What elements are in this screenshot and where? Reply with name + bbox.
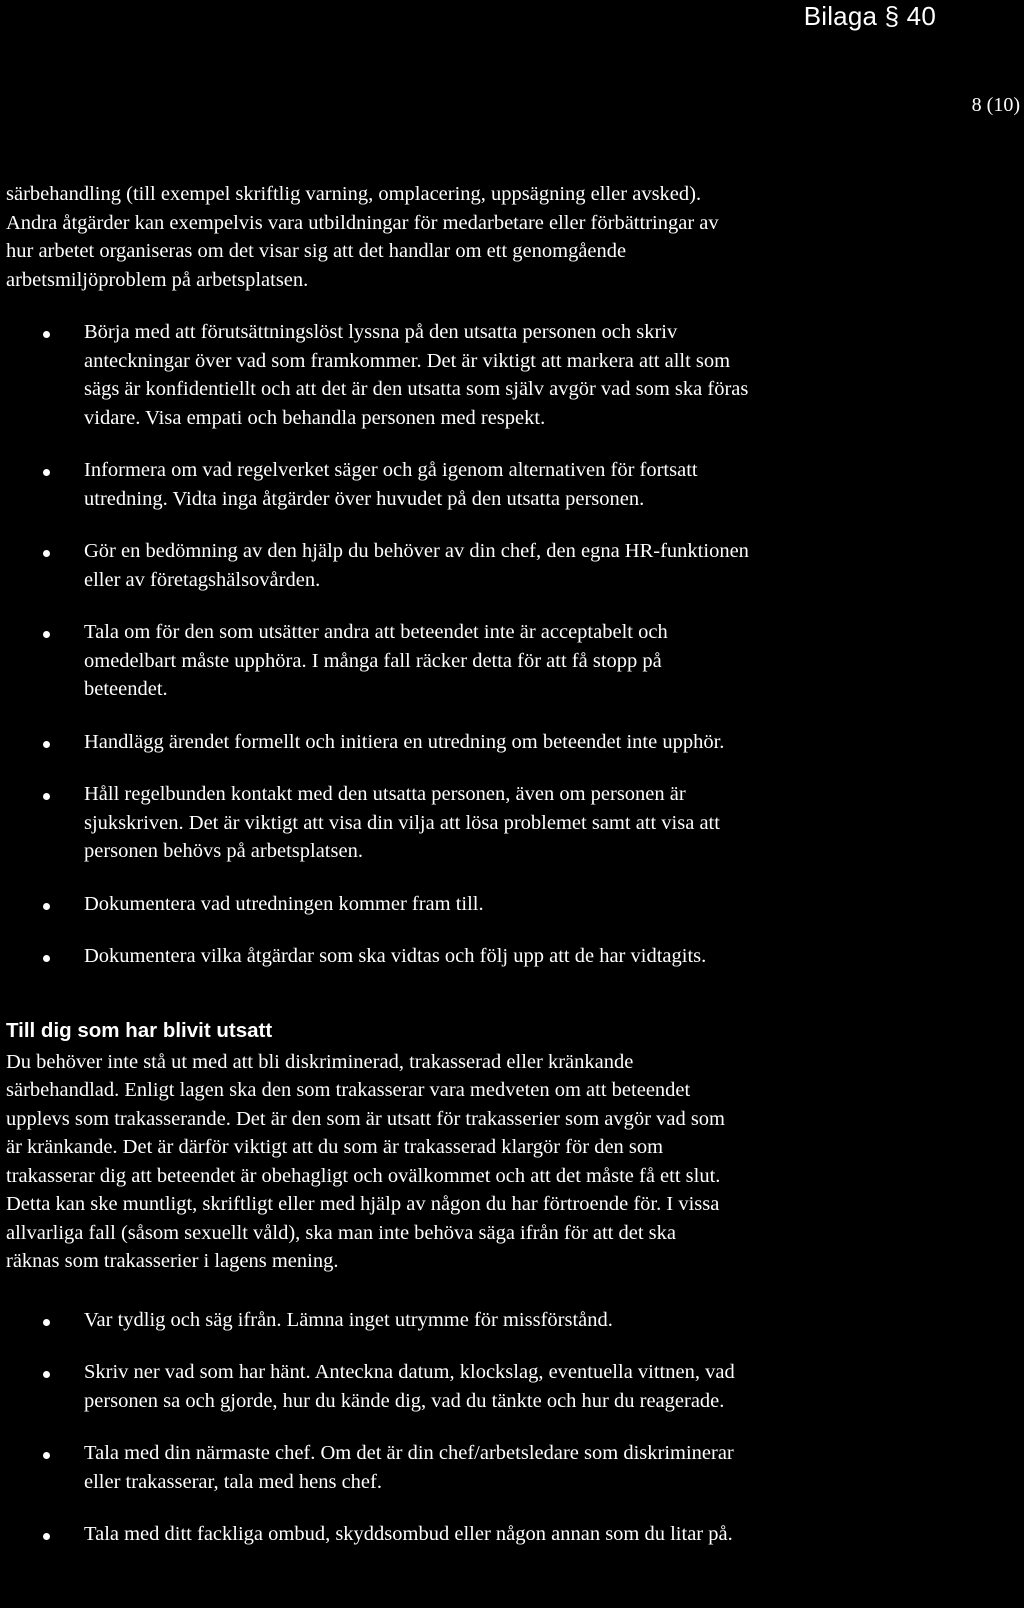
list-item-text: Dokumentera vilka åtgärdar som ska vidtas och följ upp att de har vidtagits. (84, 945, 707, 967)
list-item-text: Gör en bedömning av den hjälp du behöver av din chef, den egna HR-funktionen eller av företagshälsovården. (84, 540, 749, 591)
list-item (6, 1439, 1006, 1496)
manager-steps-list (6, 318, 1006, 971)
annex-label: Bilaga § 40 (803, 1, 936, 31)
list-item-text: Skriv ner vad som har hänt. Anteckna datum, klockslag, eventuella vittnen, vad personen sa och gjorde, hur du kände dig, vad du tänkte och hur du reagerade. (84, 1361, 735, 1412)
section-paragraph: Du behöver inte stå ut med att bli diskriminerad, trakasserad eller kränkande särbehandlad. Enligt lagen ska den som trakasserar vara medveten om att beteendet upplevs som trakasserande. Det är den som är utsatt för trakasserier som avgör vad som är kränkande. Det är därför viktigt att du som är trakasserad klargör för den som trakasserar dig att beteendet är obehagligt och ovälkommet och att det måste få ett slut. Detta kan ske muntligt, skriftligt eller med hjälp av någon du har förtroende för. I vissa allvarliga fall (såsom sexuellt våld), ska man inte behöva säga ifrån för att det ska räknas som trakasserier i lagens mening. (6, 1050, 726, 1272)
bullet-icon (43, 1452, 50, 1459)
bullet-icon (43, 331, 50, 338)
list-item-text: Tala med ditt fackliga ombud, skyddsombud eller någon annan som du litar på. (84, 1523, 733, 1545)
bullet-icon (43, 469, 50, 476)
list-item (6, 890, 1006, 919)
list-item (6, 1520, 1006, 1549)
list-item (6, 618, 1006, 704)
list-item (6, 318, 1006, 432)
document-body (6, 180, 1006, 1573)
bullet-icon (43, 1319, 50, 1326)
list-item (6, 780, 1006, 866)
page-number: 8 (10) (971, 94, 1020, 116)
list-item-text: Var tydlig och säg ifrån. Lämna inget utrymme för missförstånd. (84, 1308, 613, 1331)
bullet-icon (43, 903, 50, 910)
list-item-text: Tala om för den som utsätter andra att beteendet inte är acceptabelt och omedelbart måste upphöra. I många fall räcker detta för att få stopp på beteendet. (84, 621, 668, 700)
intro-paragraph: särbehandling (till exempel skriftlig varning, omplacering, uppsägning eller avsked). Andra åtgärder kan exempelvis vara utbildningar för medarbetare eller förbättringar av hur arbetet organiseras om det visar sig att det handlar om ett genomgående arbetsmiljöproblem på arbetsplatsen. (6, 183, 719, 291)
list-item-text: Börja med att förutsättningslöst lyssna på den utsatta personen och skriv anteckningar över vad som framkommer. Det är viktigt att markera att allt som sägs är konfidentiellt och att det är den utsatta som själv avgör vad som ska föras vidare. Visa empati och behandla personen med respekt. (84, 321, 749, 429)
list-item (6, 456, 1006, 513)
list-item (6, 1306, 1006, 1335)
list-item-text: Informera om vad regelverket säger och gå igenom alternativen för fortsatt utredning. Vidta inga åtgärder över huvudet på den utsatta personen. (84, 459, 698, 510)
bullet-icon (43, 793, 50, 800)
bullet-icon (43, 741, 50, 748)
list-item (6, 942, 1006, 971)
bullet-icon (43, 955, 50, 962)
list-item (6, 1358, 1006, 1415)
list-item-text: Håll regelbunden kontakt med den utsatta personen, även om personen är sjukskriven. Det är viktigt att visa din vilja att lösa problemet samt att visa att personen behövs på arbetsplatsen. (84, 783, 720, 862)
list-item-text: Handlägg ärendet formellt och initiera en utredning om beteendet inte upphör. (84, 730, 725, 753)
bullet-icon (43, 631, 50, 638)
list-item-text: Tala med din närmaste chef. Om det är din chef/arbetsledare som diskriminerar eller trakasserar, tala med hens chef. (84, 1442, 734, 1493)
bullet-icon (43, 1533, 50, 1540)
list-item (6, 728, 1006, 757)
list-item (6, 537, 1006, 594)
list-item-text: Dokumentera vad utredningen kommer fram till. (84, 892, 484, 915)
victim-steps-list (6, 1306, 1006, 1549)
bullet-icon (43, 550, 50, 557)
section-heading: Till dig som har blivit utsatt (6, 1018, 273, 1042)
bullet-icon (43, 1371, 50, 1378)
